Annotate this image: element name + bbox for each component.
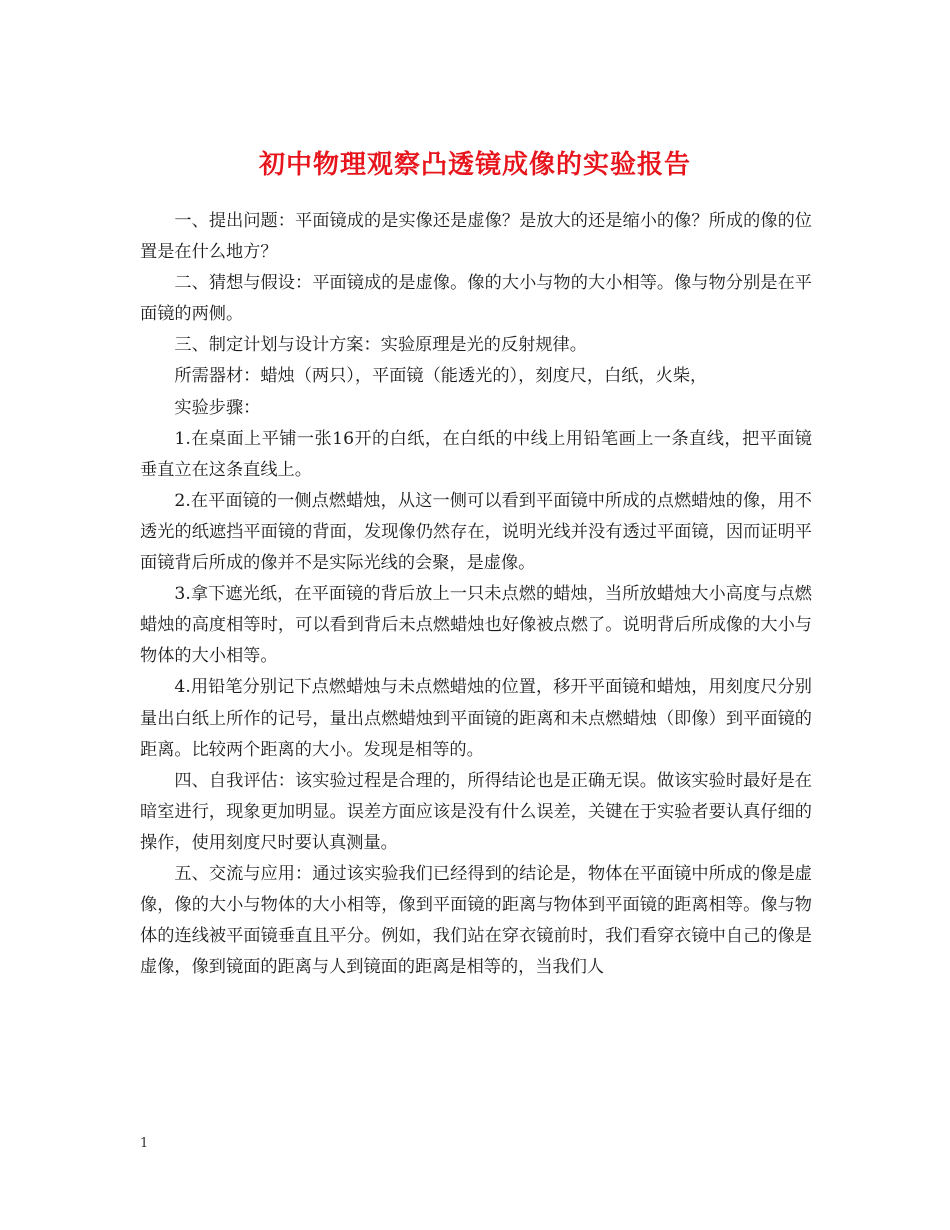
paragraph-question: 一、提出问题：平面镜成的是实像还是虚像？是放大的还是缩小的像？所成的像的位置是在什么地方？ bbox=[140, 211, 812, 263]
paragraph-step-4: 4.用铅笔分别记下点燃蜡烛与未点燃蜡烛的位置，移开平面镜和蜡烛，用刻度尺分别量出白纸上所作的记号，量出点燃蜡烛到平面镜的距离和未点燃蜡烛（即像）到平面镜的距离。比较两个距离的大小。发现是相等的。 bbox=[140, 677, 812, 760]
document-title: 初中物理观察凸透镜成像的实验报告 bbox=[258, 150, 691, 181]
paragraph-steps-heading: 实验步骤： bbox=[174, 397, 261, 418]
paragraph-hypothesis: 二、猜想与假设：平面镜成的是虚像。像的大小与物的大小相等。像与物分别是在平面镜的两侧。 bbox=[140, 273, 812, 325]
paragraph-step-3: 3.拿下遮光纸，在平面镜的背后放上一只未点燃的蜡烛，当所放蜡烛大小高度与点燃蜡烛的高度相等时，可以看到背后未点燃蜡烛也好像被点燃了。说明背后所成像的大小与物体的大小相等。 bbox=[140, 584, 812, 667]
document-body bbox=[140, 206, 812, 983]
paragraph-materials: 所需器材：蜡烛（两只），平面镜（能透光的），刻度尺，白纸，火柴， bbox=[174, 366, 708, 387]
paragraph-application: 五、交流与应用：通过该实验我们已经得到的结论是，物体在平面镜中所成的像是虚像，像的大小与物体的大小相等，像到平面镜的距离与物体到平面镜的距离相等。像与物体的连线被平面镜垂直且平分。例如，我们站在穿衣镜前时，我们看穿衣镜中自己的像是虚像，像到镜面的距离与人到镜面的距离是相等的，当我们人 bbox=[140, 863, 812, 978]
paragraph-step-1: 1.在桌面上平铺一张16开的白纸，在白纸的中线上用铅笔画上一条直线，把平面镜垂直立在这条直线上。 bbox=[140, 428, 812, 480]
paragraph-plan: 三、制定计划与设计方案：实验原理是光的反射规律。 bbox=[174, 335, 587, 356]
paragraph-evaluation: 四、自我评估：该实验过程是合理的，所得结论也是正确无误。做该实验时最好是在暗室进行，现象更加明显。误差方面应该是没有什么误差，关键在于实验者要认真仔细的操作，使用刻度尺时要认真测量。 bbox=[140, 770, 812, 853]
page-number: 1 bbox=[140, 1136, 149, 1151]
paragraph-step-2: 2.在平面镜的一侧点燃蜡烛，从这一侧可以看到平面镜中所成的点燃蜡烛的像，用不透光的纸遮挡平面镜的背面，发现像仍然存在，说明光线并没有透过平面镜，因而证明平面镜背后所成的像并不是实际光线的会聚，是虚像。 bbox=[140, 490, 812, 574]
